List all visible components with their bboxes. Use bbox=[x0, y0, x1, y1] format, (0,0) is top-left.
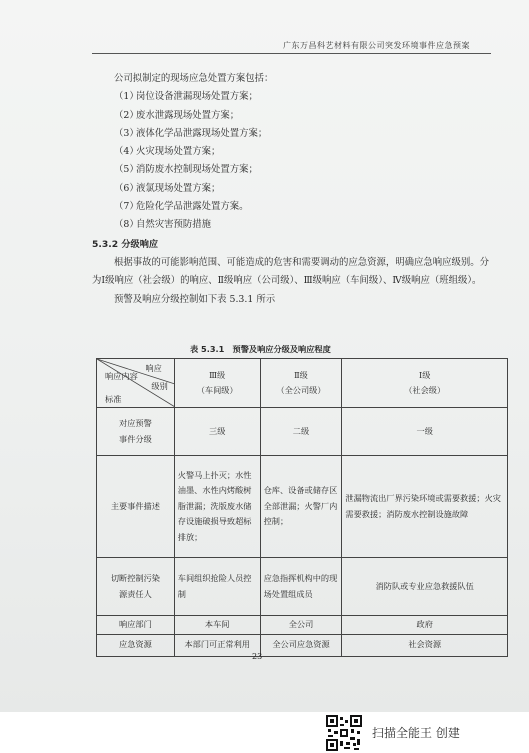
diag-label-standard: 标准 bbox=[105, 394, 122, 404]
table-cell: 车间组织抢险人员控制 bbox=[174, 558, 260, 616]
list-item: （5）消防废水控制现场处置方案； bbox=[114, 164, 258, 176]
table-cell: 全公司 bbox=[260, 616, 342, 635]
header-rule bbox=[92, 53, 491, 54]
table-cell: 消防队或专业应急救援队伍 bbox=[342, 558, 508, 616]
intro-text: 公司拟制定的现场应急处置方案包括： bbox=[114, 73, 274, 84]
table-cell: 本车间 bbox=[174, 616, 260, 635]
plan-list bbox=[92, 88, 492, 234]
scanner-footer bbox=[0, 712, 529, 753]
table-cell: 一级 bbox=[342, 408, 508, 456]
diag-label-content: 响应内容 bbox=[105, 371, 138, 381]
list-item: （4）火灾现场处置方案； bbox=[114, 146, 221, 158]
row-label: 主要事件描述 bbox=[97, 456, 175, 558]
table-cell: 全公司应急资源 bbox=[260, 634, 342, 656]
table-cell: 应急指挥机构中的现场处置组成员 bbox=[260, 558, 342, 616]
table-row bbox=[97, 634, 508, 656]
list-item: （3）液体化学品泄露现场处置方案； bbox=[114, 127, 268, 139]
list-item: （6）液氯现场处置方案； bbox=[114, 182, 221, 194]
level-header: Ⅲ级 （车间级） bbox=[174, 359, 260, 408]
paragraph-table-reference: 预警及响应分级控制如下表 5.3.1 所示 bbox=[114, 293, 276, 305]
row-label: 切断控制污染 源责任人 bbox=[97, 558, 175, 616]
table-cell: 泄漏物流出厂界污染环境或需要救援；火灾需要救援；消防废水控制设施故障 bbox=[342, 456, 508, 558]
response-table bbox=[96, 358, 508, 657]
level-header: Ⅰ级 （社会级） bbox=[342, 359, 508, 408]
section-title: 5.3.2 分级响应 bbox=[92, 238, 159, 250]
page-number: 23 bbox=[252, 652, 263, 661]
table-cell: 本部门可正常利用 bbox=[174, 634, 260, 656]
table-row bbox=[97, 456, 508, 558]
list-item: （8）自然灾害预防措施 bbox=[114, 219, 212, 231]
page-header: 广东万昌科艺材料有限公司突发环境事件应急预案 bbox=[283, 41, 470, 50]
table-caption: 表 5.3.1 预警及响应分级及响应程度 bbox=[190, 344, 331, 354]
list-item: （1）岗位设备泄漏现场处置方案； bbox=[114, 91, 258, 103]
table-cell: 二级 bbox=[260, 408, 342, 456]
row-label: 应急资源 bbox=[97, 634, 175, 656]
document-body bbox=[92, 70, 492, 309]
paragraph-response-levels: 根据事故的可能影响范围、可能造成的危害和需要调动的应急资源，明确应急响应级别。分为Ⅰ级响应（社会级）的响应、Ⅱ级响应（公司级）、Ⅲ级响应（车间级）、Ⅳ级响应（班组级）。 bbox=[92, 256, 490, 287]
level-header: Ⅱ级 （全公司级） bbox=[260, 359, 342, 408]
list-item: （7）危险化学品泄露处置方案。 bbox=[114, 201, 249, 213]
diag-label-response: 响应 bbox=[145, 363, 162, 373]
diagonal-header-cell bbox=[97, 359, 175, 408]
table-cell: 政府 bbox=[342, 616, 508, 635]
table-row bbox=[97, 558, 508, 616]
list-item: （2）废水泄露现场处置方案； bbox=[114, 109, 240, 121]
table-cell: 火警马上扑灭；水性油墨、水性内烤酸树脂泄漏；洗版废水储存设施破损导致超标排放； bbox=[174, 456, 260, 558]
row-label: 对应预警 事件分级 bbox=[97, 408, 175, 456]
table-cell: 三级 bbox=[174, 408, 260, 456]
table-cell: 社会资源 bbox=[342, 634, 508, 656]
table-row bbox=[97, 408, 508, 456]
table-row bbox=[97, 616, 508, 635]
scanner-brand: 扫描全能王 创建 bbox=[372, 726, 460, 740]
diag-label-level: 级别 bbox=[151, 381, 168, 391]
row-label: 响应部门 bbox=[97, 616, 175, 635]
qr-code-icon bbox=[326, 715, 362, 751]
table-cell: 仓库、设备或储存区全部泄漏；火警厂内控制； bbox=[260, 456, 342, 558]
table-header-row bbox=[97, 359, 508, 408]
